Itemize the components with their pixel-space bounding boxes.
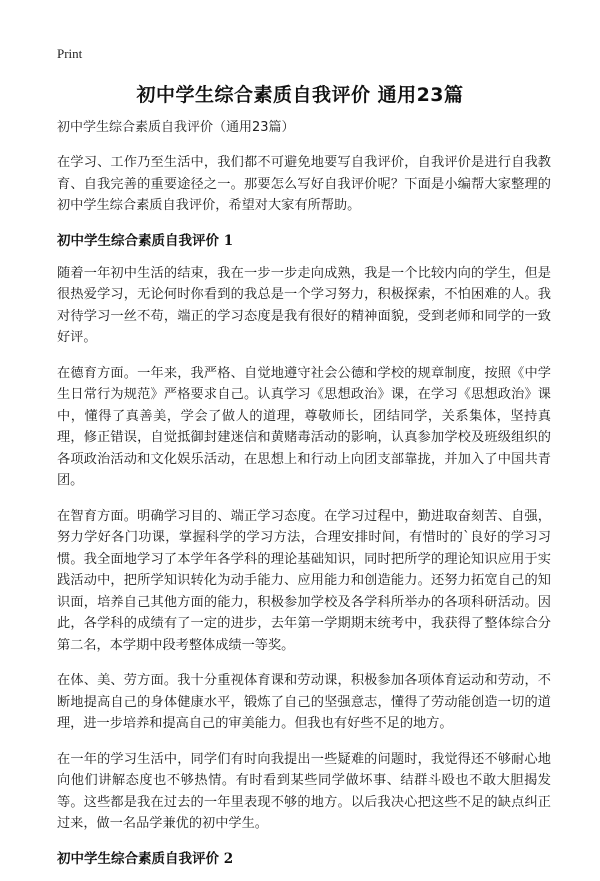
document-subtitle: 初中学生综合素质自我评价（通用23篇） [57,120,295,135]
document-body [57,118,551,881]
paragraph: 在德育方面。一年来，我严格、自觉地遵守社会公德和学校的规章制度，按照《中学生日常行为规范》严格要求自己。认真学习《思想政治》课，在学习《思想政治》课中，懂得了真善美，学会了做人的道理，尊敬师长，团结同学，关系集体，坚持真理，修正错误，自觉抵御封建迷信和黄赌毒活动的影响，认真参加学校及班级组织的各项政治活动和文化娱乐活动，在思想上和行动上向团支部靠拢，并加入了中国共青团。 [57,365,551,488]
print-label[interactable]: Print [57,46,83,61]
section-heading: 初中学生综合素质自我评价 1 [57,232,234,249]
paragraph: 在一年的学习生活中，同学们有时向我提出一些疑难的问题时，我觉得还不够耐心地向他们讲解态度也不够热情。有时看到某些同学做坏事、结群斗殴也不敢大胆揭发等。这些都是我在过去的一年里表现不够的地方。以后我决心把这些不足的缺点纠正过来，做一名品学兼优的初中学生。 [57,751,551,831]
intro-paragraph: 在学习、工作乃至生活中，我们都不可避免地要写自我评价，自我评价是进行自我教育、自我完善的重要途径之一。那要怎么写好自我评价呢？下面是小编帮大家整理的初中学生综合素质自我评价，希望对大家有所帮助。 [57,155,551,213]
section-heading: 初中学生综合素质自我评价 2 [57,850,234,867]
paragraph: 随着一年初中生活的结束，我在一步一步走向成熟，我是一个比较内向的学生，但是很热爱学习，无论何时你看到的我总是一个学习努力，积极探索，不怕困难的人。我对待学习一丝不苟，端正的学习态度是我有很好的精神面貌，受到老师和同学的一致好评。 [57,265,551,345]
paragraph: 在智育方面。明确学习目的、端正学习态度。在学习过程中，勤进取奋刻苦、自强，努力学好各门功课，掌握科学的学习方法，合理安排时间，有惜时的`良好的学习习惯。我全面地学习了本学年各学科的理论基础知识，同时把所学的理论知识应用于实践活动中，把所学知识转化为动手能力、应用能力和创造能力。还努力拓宽自己的知识面，培养自己其他方面的能力，积极参加学校及各学科所举办的各项科研活动。因此，各学科的成绩有了一定的进步，去年第一学期期末统考中，我获得了整体综合分第二名，本学期中段考整体成绩一等奖。 [57,508,551,653]
page-title: 初中学生综合素质自我评价 通用23篇 [136,84,464,106]
paragraph: 在体、美、劳方面。我十分重视体育课和劳动课，积极参加各项体育运动和劳动，不断地提高自己的身体健康水平，锻炼了自己的坚强意志，懂得了劳动能创造一切的道理，进一步培养和提高自己的审美能力。但我也有好些不足的地方。 [57,673,551,731]
section-1 [57,231,551,835]
section-2 [57,849,551,869]
